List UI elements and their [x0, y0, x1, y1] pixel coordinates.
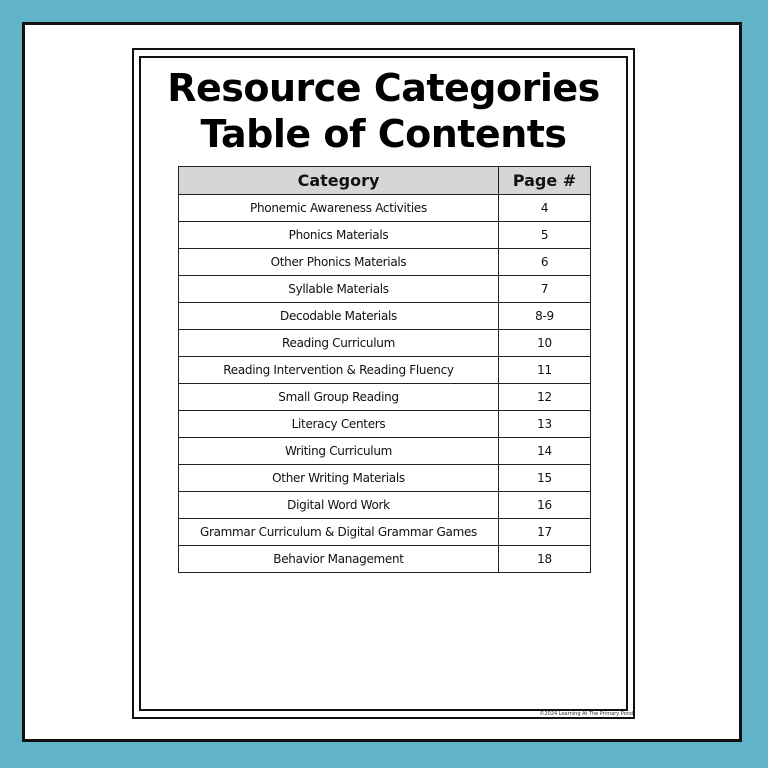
category-cell: Small Group Reading: [179, 384, 499, 411]
page-title-line-2: Table of Contents: [200, 112, 567, 156]
page-title-line-1: Resource Categories: [167, 66, 600, 110]
category-cell: Digital Word Work: [179, 492, 499, 519]
category-cell: Literacy Centers: [179, 411, 499, 438]
category-cell: Reading Intervention & Reading Fluency: [179, 357, 499, 384]
category-cell: Decodable Materials: [179, 303, 499, 330]
table-row: [179, 438, 591, 465]
header-category: Category: [179, 167, 499, 195]
category-cell: Reading Curriculum: [179, 330, 499, 357]
table-row: [179, 330, 591, 357]
table-row: [179, 276, 591, 303]
page-cell: 17: [499, 519, 591, 546]
table-row: [179, 465, 591, 492]
page-cell: 10: [499, 330, 591, 357]
category-cell: Other Phonics Materials: [179, 249, 499, 276]
page-cell: 4: [499, 195, 591, 222]
table-row: [179, 222, 591, 249]
table-row: [179, 357, 591, 384]
table-row: [179, 249, 591, 276]
category-cell: Phonics Materials: [179, 222, 499, 249]
table-row: [179, 384, 591, 411]
table-row: [179, 411, 591, 438]
table-row: [179, 492, 591, 519]
page-cell: 13: [499, 411, 591, 438]
page-cell: 16: [499, 492, 591, 519]
table-row: [179, 546, 591, 573]
page-cell: 7: [499, 276, 591, 303]
page-cell: 5: [499, 222, 591, 249]
header-page-number: Page #: [499, 167, 591, 195]
page-cell: 6: [499, 249, 591, 276]
page-cell: 12: [499, 384, 591, 411]
page-cell: 14: [499, 438, 591, 465]
page-cell: 15: [499, 465, 591, 492]
category-cell: Phonemic Awareness Activities: [179, 195, 499, 222]
page-cell: 11: [499, 357, 591, 384]
table-row: [179, 195, 591, 222]
category-cell: Other Writing Materials: [179, 465, 499, 492]
page-cell: 18: [499, 546, 591, 573]
page-cell: 8-9: [499, 303, 591, 330]
table-of-contents: [178, 166, 591, 573]
category-cell: Writing Curriculum: [179, 438, 499, 465]
category-cell: Behavior Management: [179, 546, 499, 573]
table-row: [179, 519, 591, 546]
table-row: [179, 303, 591, 330]
category-cell: Grammar Curriculum & Digital Grammar Games: [179, 519, 499, 546]
copyright-notice: ©2024 Learning At The Primary Pond: [539, 711, 633, 717]
category-cell: Syllable Materials: [179, 276, 499, 303]
table-header-row: [179, 167, 591, 195]
